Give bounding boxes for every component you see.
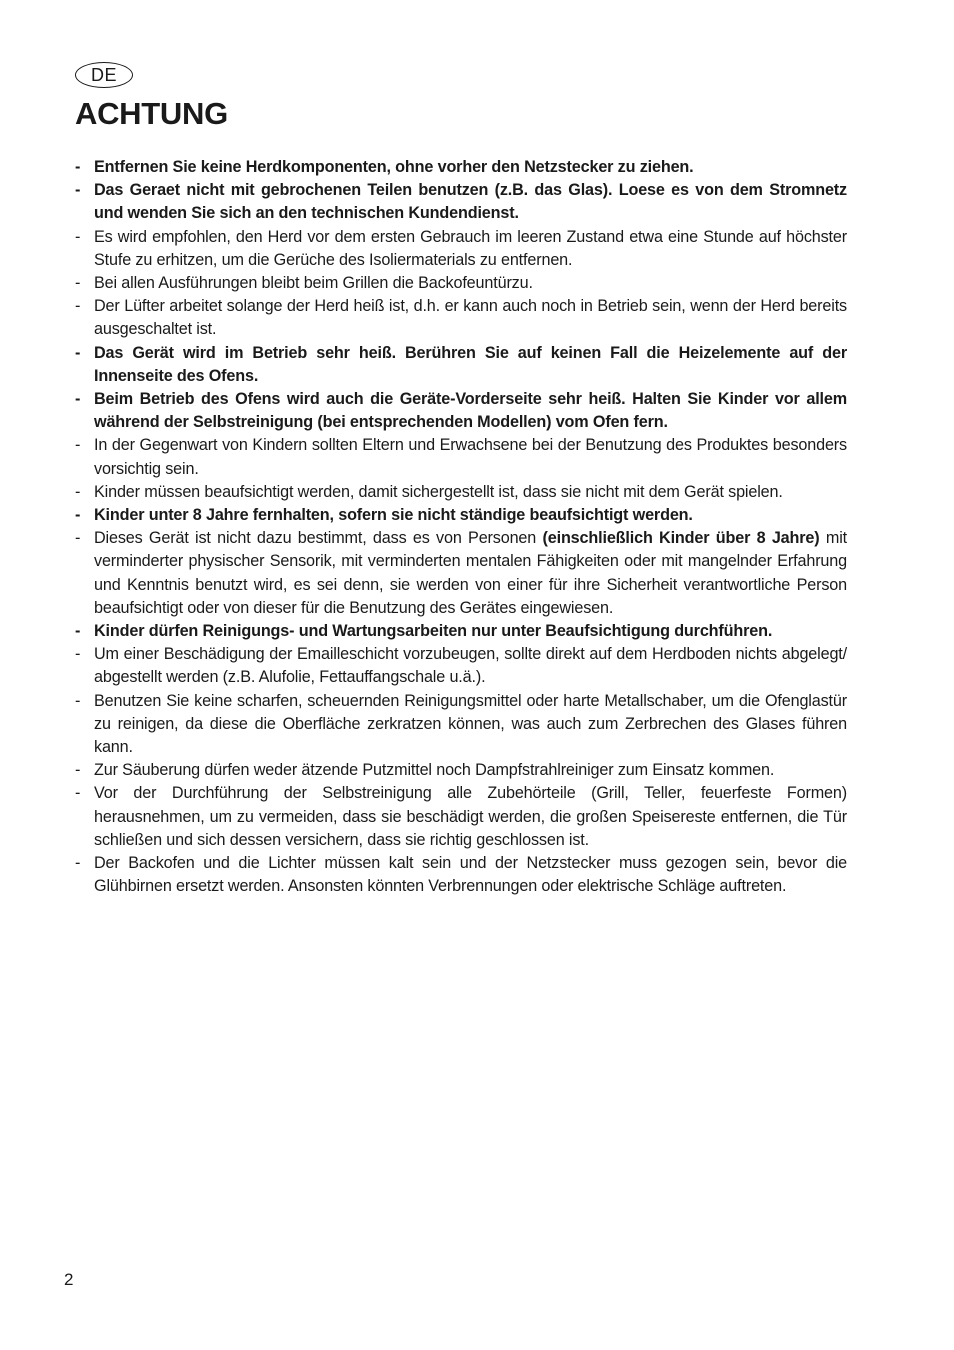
warning-item: - Bei allen Ausführungen bleibt beim Grillen die Backofeuntürzu. [75,272,847,295]
warning-item: - Es wird empfohlen, den Herd vor dem ersten Gebrauch im leeren Zustand etwa eine Stunde auf höchster Stufe zu erhitzen, um die Gerüche des Isoliermaterials zu entfernen. [75,226,847,272]
page-title: ACHTUNG [75,96,228,131]
warning-item: - Kinder unter 8 Jahre fernhalten, sofern sie nicht ständige beaufsichtigt werden. [75,504,847,527]
warning-item: - Entfernen Sie keine Herdkomponenten, ohne vorher den Netzstecker zu ziehen. [75,156,847,179]
warning-text: mit verminderter physischer Sensorik, mit verminderten mentalen Fähigkeiten oder mit mangelnder Erfahrung und Kenntnis benutzt wird, es sei denn, sie werden von einer für ihre Sicherheit verantwortliche Person beaufsichtigt oder von dieser für die Benutzung des Gerätes eingewiesen. [94,529,847,617]
warning-item: - Benutzen Sie keine scharfen, scheuernden Reinigungsmittel oder harte Metallschaber, um die Ofenglastür zu reinigen, da diese die Oberfläche zerkratzen können, was auch zum Zerbrechen des Glases führen kann. [75,690,847,760]
warning-item: - Das Geraet nicht mit gebrochenen Teilen benutzen (z.B. das Glas). Loese es von dem Stromnetz und wenden Sie sich an den technischen Kundendienst. [75,179,847,225]
warning-emphasis: (einschließlich Kinder über 8 Jahre) [542,529,820,548]
warning-item: - Kinder dürfen Reinigungs- und Wartungsarbeiten nur unter Beaufsichtigung durchführen. [75,620,847,643]
warning-item: - Zur Säuberung dürfen weder ätzende Putzmittel noch Dampfstrahlreiniger zum Einsatz kommen. [75,759,847,782]
language-code: DE [90,64,117,85]
warning-item: - Der Lüfter arbeitet solange der Herd heiß ist, d.h. er kann auch noch in Betrieb sein, wenn der Herd bereits ausgeschaltet ist. [75,295,847,341]
warning-item: - Der Backofen und die Lichter müssen kalt sein und der Netzstecker muss gezogen sein, bevor die Glühbirnen ersetzt werden. Ansonsten könnten Verbrennungen oder elektrische Schläge auftreten. [75,852,847,898]
warning-item: - Beim Betrieb des Ofens wird auch die Geräte-Vorderseite sehr heiß. Halten Sie Kinder vor allem während der Selbstreinigung (bei entsprechenden Modellen) vom Ofen fern. [75,388,847,434]
warning-item: - Das Gerät wird im Betrieb sehr heiß. Berühren Sie auf keinen Fall die Heizelemente auf der Innenseite des Ofens. [75,342,847,388]
warning-item: - In der Gegenwart von Kindern sollten Eltern und Erwachsene bei der Benutzung des Produktes besonders vorsichtig sein. [75,434,847,480]
warning-item: - Um einer Beschädigung der Emailleschicht vorzubeugen, sollte direkt auf dem Herdboden nichts abgelegt/ abgestellt werden (z.B. Alufolie, Fettauffangschale u.ä.). [75,643,847,689]
page-number: 2 [64,1270,74,1289]
warning-item [75,527,847,620]
warning-text: Dieses Gerät ist nicht dazu bestimmt, dass es von Personen [94,529,543,548]
warning-item: - Vor der Durchführung der Selbstreinigung alle Zubehörteile (Grill, Teller, feuerfeste Formen) herausnehmen, um zu vermeiden, dass sie beschädigt werden, die großen Speisereste entfernen, die Tür schließen und sich dessen versichern, dass sie richtig geschlossen ist. [75,782,847,852]
warning-item: - Kinder müssen beaufsichtigt werden, damit sichergestellt ist, dass sie nicht mit dem Gerät spielen. [75,481,847,504]
warning-list [75,156,847,899]
language-badge [75,62,133,88]
